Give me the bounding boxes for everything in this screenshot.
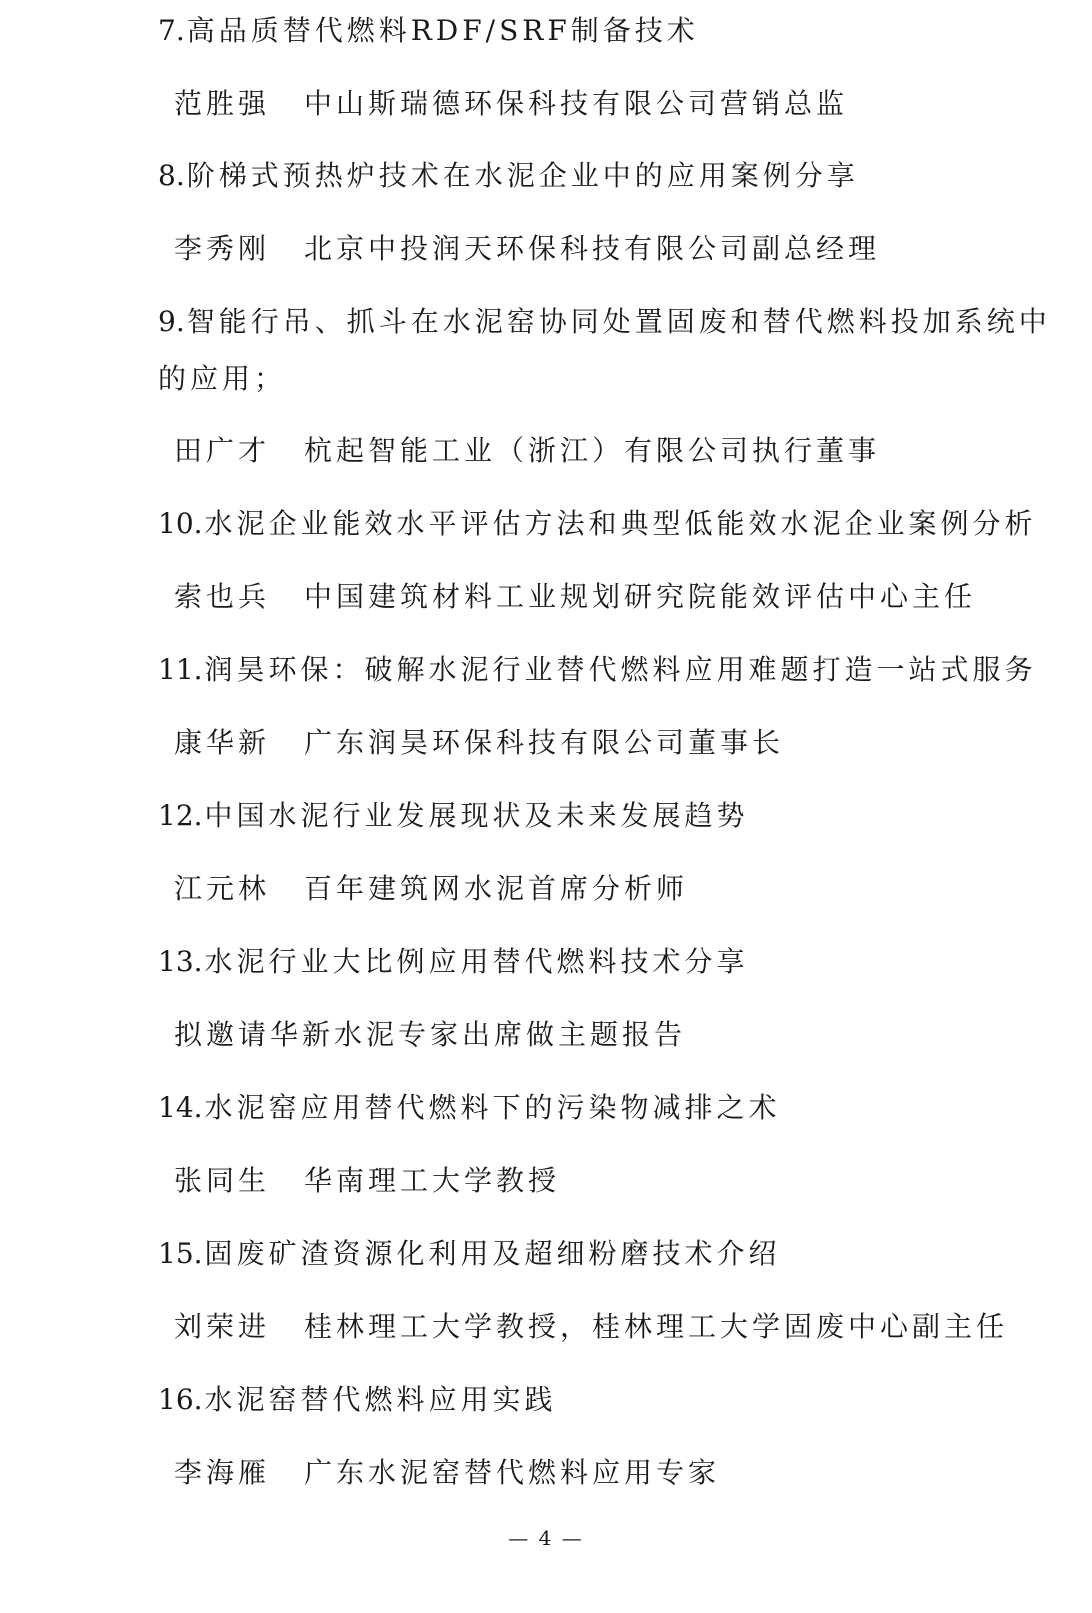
agenda-item-16-title bbox=[158, 1382, 557, 1418]
agenda-item-8-title bbox=[158, 158, 859, 194]
agenda-item-12-title bbox=[158, 798, 749, 834]
item-title: 阶梯式预热炉技术在水泥企业中的应用案例分享 bbox=[186, 159, 859, 192]
item-number: 11. bbox=[158, 653, 203, 686]
agenda-item-13-speaker bbox=[174, 1017, 686, 1053]
speaker-name: 范胜强 bbox=[174, 87, 271, 120]
agenda-item-7-speaker bbox=[174, 86, 848, 122]
agenda-item-15-speaker bbox=[174, 1309, 1008, 1345]
item-title: 智能行吊、抓斗在水泥窑协同处置固废和替代燃料投加系统中 bbox=[186, 305, 1051, 338]
agenda-item-10-title bbox=[158, 506, 1037, 542]
agenda-item-15-title bbox=[158, 1236, 781, 1272]
item-title: 中国水泥行业发展现状及未来发展趋势 bbox=[204, 799, 749, 832]
agenda-item-9-title-continued bbox=[158, 361, 286, 397]
speaker-org: 百年建筑网水泥首席分析师 bbox=[304, 872, 689, 905]
speaker-name: 江元林 bbox=[174, 872, 271, 905]
item-number: 9. bbox=[158, 305, 185, 338]
agenda-item-10-speaker bbox=[174, 579, 976, 615]
item-title: 润昊环保：破解水泥行业替代燃料应用难题打造一站式服务 bbox=[204, 653, 1037, 686]
speaker-name: 田广才 bbox=[174, 434, 271, 467]
item-number: 7. bbox=[158, 14, 185, 47]
item-title-continued: 的应用； bbox=[158, 362, 287, 395]
speaker-note: 拟邀请华新水泥专家出席做主题报告 bbox=[174, 1018, 687, 1051]
item-title: 水泥企业能效水平评估方法和典型低能效水泥企业案例分析 bbox=[204, 507, 1037, 540]
speaker-org: 中山斯瑞德环保科技有限公司营销总监 bbox=[304, 87, 849, 120]
speaker-name: 张同生 bbox=[174, 1164, 271, 1197]
item-title: 水泥窑替代燃料应用实践 bbox=[204, 1383, 557, 1416]
agenda-item-12-speaker bbox=[174, 871, 688, 907]
speaker-org: 广东润昊环保科技有限公司董事长 bbox=[304, 726, 785, 759]
speaker-org: 北京中投润天环保科技有限公司副总经理 bbox=[304, 232, 881, 265]
item-number: 8. bbox=[158, 159, 185, 192]
agenda-item-11-title bbox=[158, 652, 1037, 688]
item-number: 15. bbox=[158, 1237, 203, 1270]
agenda-item-7-title bbox=[158, 13, 699, 49]
item-number: 14. bbox=[158, 1091, 203, 1124]
item-title: 水泥窑应用替代燃料下的污染物减排之术 bbox=[204, 1091, 781, 1124]
agenda-item-9-speaker bbox=[174, 433, 880, 469]
agenda-item-14-title bbox=[158, 1090, 781, 1126]
item-number: 10. bbox=[158, 507, 203, 540]
agenda-item-13-title bbox=[158, 944, 749, 980]
agenda-item-16-speaker bbox=[174, 1455, 720, 1491]
speaker-org: 中国建筑材料工业规划研究院能效评估中心主任 bbox=[304, 580, 977, 613]
agenda-item-8-speaker bbox=[174, 231, 880, 267]
speaker-org: 桂林理工大学教授，桂林理工大学固废中心副主任 bbox=[304, 1310, 1009, 1343]
page-number: — 4 — bbox=[508, 1526, 584, 1550]
agenda-item-9-title bbox=[158, 304, 1051, 340]
item-number: 12. bbox=[158, 799, 203, 832]
speaker-org: 华南理工大学教授 bbox=[304, 1164, 561, 1197]
item-title: 高品质替代燃料RDF/SRF制备技术 bbox=[186, 14, 699, 47]
agenda-item-11-speaker bbox=[174, 725, 784, 761]
speaker-name: 索也兵 bbox=[174, 580, 271, 613]
item-number: 16. bbox=[158, 1383, 203, 1416]
speaker-name: 李海雁 bbox=[174, 1456, 271, 1489]
item-title: 水泥行业大比例应用替代燃料技术分享 bbox=[204, 945, 749, 978]
speaker-org: 广东水泥窑替代燃料应用专家 bbox=[304, 1456, 721, 1489]
agenda-item-14-speaker bbox=[174, 1163, 560, 1199]
speaker-name: 李秀刚 bbox=[174, 232, 271, 265]
speaker-name: 刘荣进 bbox=[174, 1310, 271, 1343]
speaker-name: 康华新 bbox=[174, 726, 271, 759]
item-title: 固废矿渣资源化利用及超细粉磨技术介绍 bbox=[204, 1237, 781, 1270]
item-number: 13. bbox=[158, 945, 203, 978]
speaker-org: 杭起智能工业（浙江）有限公司执行董事 bbox=[304, 434, 881, 467]
